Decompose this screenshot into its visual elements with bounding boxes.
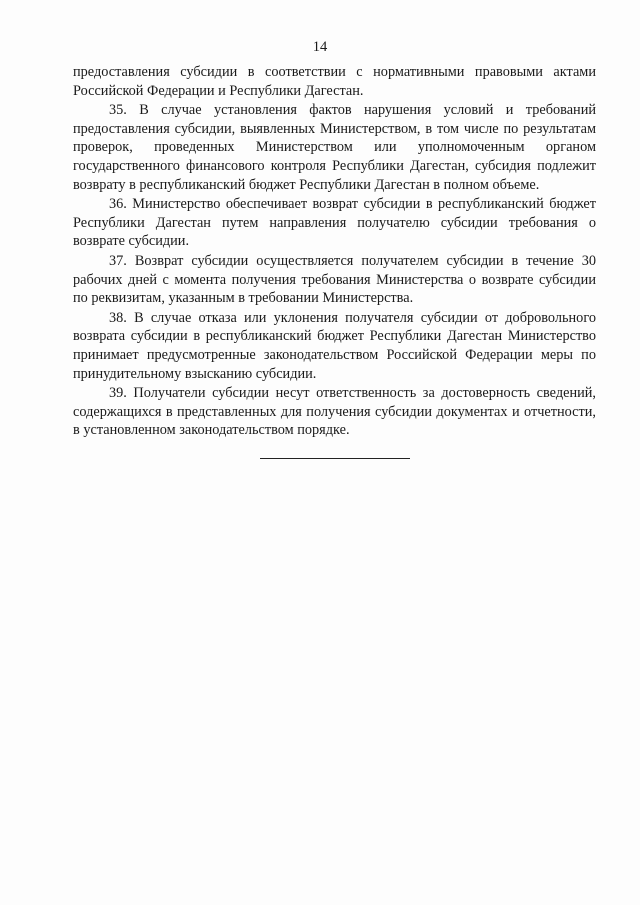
paragraph-35: 35. В случае установления фактов нарушения условий и требований предоставления субсидии, выявленных Министерством, в том числе по результатам проверок, проведенных Министерством или уполномоченным органом государственного финансового контроля Республики Дагестан, субсидия подлежит возврату в республиканский бюджет Республики Дагестан в полном объеме. [73,102,596,193]
paragraph-continuation: предоставления субсидии в соответствии с нормативными правовыми актами Российской Федерации и Республики Дагестан. [73,64,596,99]
paragraph-39: 39. Получатели субсидии несут ответственность за достоверность сведений, содержащихся в представленных для получения субсидии документах и отчетности, в установленном законодательством порядке. [73,385,596,439]
end-of-document-rule [260,458,410,459]
paragraph-37: 37. Возврат субсидии осуществляется получателем субсидии в течение 30 рабочих дней с момента получения требования Министерства о возврате субсидии по реквизитам, указанным в требовании Министерства. [73,252,596,307]
paragraph-38: 38. В случае отказа или уклонения получателя субсидии от добровольного возврата субсидии в республиканский бюджет Республики Дагестан Министерство принимает предусмотренные законодательством Российской Федерации меры по принудительному взысканию субсидии. [73,309,596,382]
page-number: 14 [312,39,328,55]
paragraph-36: 36. Министерство обеспечивает возврат субсидии в республиканский бюджет Республики Дагестан путем направления получателю субсидии требования о возврате субсидии. [73,196,596,250]
document-body [73,63,596,440]
